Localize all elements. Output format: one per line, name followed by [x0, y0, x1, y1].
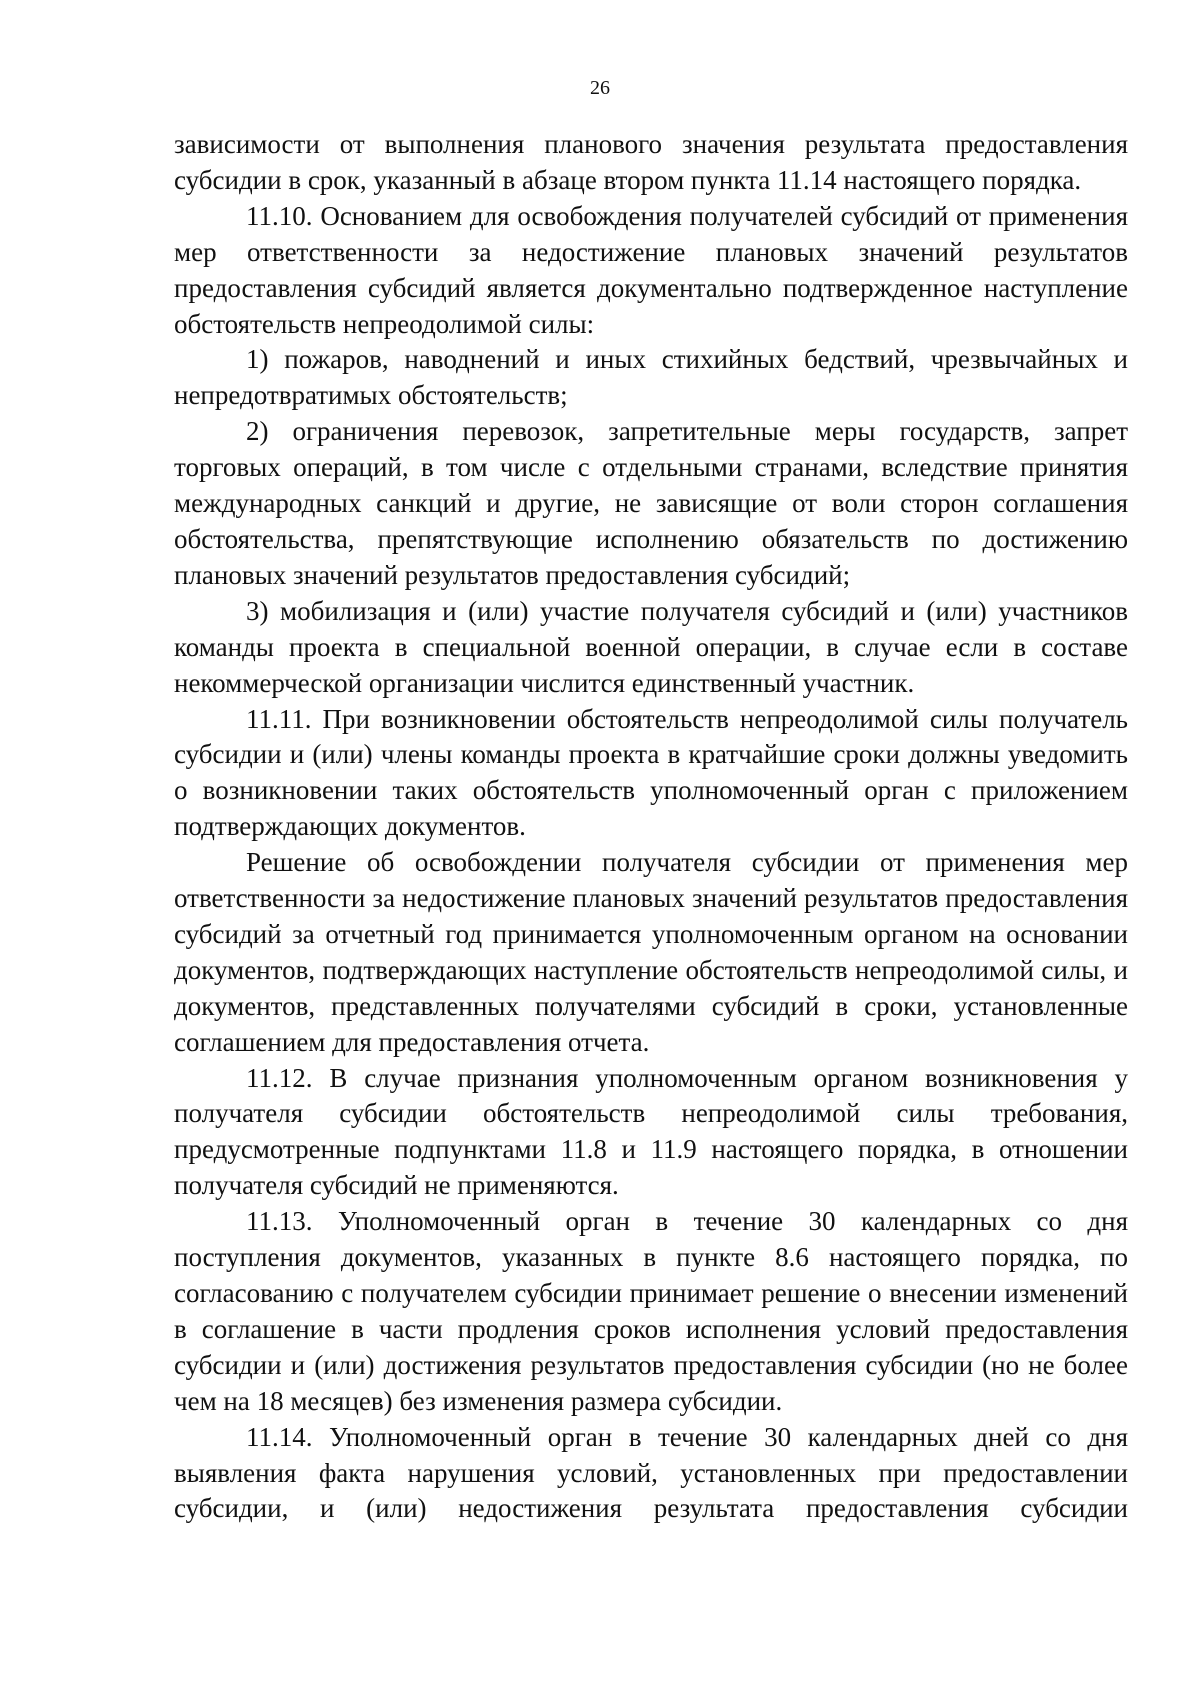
document-body — [174, 127, 1128, 1527]
paragraph-11-11: 11.11. При возникновении обстоятельств непреодолимой силы получатель субсидии и (или) члены команды проекта в кратчайшие сроки должны уведомить о возникновении таких обстоятельств уполномоченный орган с приложением подтверждающих документов. — [174, 703, 1128, 842]
list-item-2: 2) ограничения перевозок, запретительные меры государств, запрет торговых операций, в том числе с отдельными странами, вследствие принятия международных санкций и другие, не зависящие от воли сторон соглашения обстоятельства, препятствующие исполнению обязательств по достижению плановых значений результатов предоставления субсидий; — [174, 416, 1128, 590]
paragraph-continuation: зависимости от выполнения планового значения результата предоставления субсидии в срок, указанный в абзаце втором пункта 11.14 настоящего порядка. — [174, 129, 1128, 195]
page-number: 26 — [590, 77, 610, 99]
paragraph-11-12: 11.12. В случае признания уполномоченным органом возникновения у получателя субсидии обстоятельств непреодолимой силы требования, предусмотренные подпунктами 11.8 и 11.9 настоящего порядка, в отношении получателя субсидий не применяются. — [174, 1062, 1128, 1201]
paragraph-decision: Решение об освобождении получателя субсидии от применения мер ответственности за недостижение плановых значений результатов предоставления субсидий за отчетный год принимается уполномоченным органом на основании документов, подтверждающих наступление обстоятельств непреодолимой силы, и документов, представленных получателями субсидий в сроки, установленные соглашением для предоставления отчета. — [174, 847, 1128, 1057]
list-item-3: 3) мобилизация и (или) участие получателя субсидий и (или) участников команды проекта в специальной военной операции, в случае если в составе некоммерческой организации числится единственный участник. — [174, 595, 1128, 698]
paragraph-11-13: 11.13. Уполномоченный орган в течение 30 календарных со дня поступления документов, указанных в пункте 8.6 настоящего порядка, по согласованию с получателем субсидии принимает решение о внесении изменений в соглашение в части продления сроков исполнения условий предоставления субсидии и (или) достижения результатов предоставления субсидии (но не более чем на 18 месяцев) без изменения размера субсидии. — [174, 1206, 1128, 1416]
paragraph-11-10: 11.10. Основанием для освобождения получателей субсидий от применения мер ответственности за недостижение плановых значений результатов предоставления субсидий является документально подтвержденное наступление обстоятельств непреодолимой силы: — [174, 200, 1128, 339]
paragraph-11-14: 11.14. Уполномоченный орган в течение 30 календарных дней со дня выявления факта нарушения условий, установленных при предоставлении субсидии, и (или) недостижения результата предоставления субсидии — [174, 1421, 1128, 1524]
list-item-1: 1) пожаров, наводнений и иных стихийных бедствий, чрезвычайных и непредотвратимых обстоятельств; — [174, 344, 1128, 411]
